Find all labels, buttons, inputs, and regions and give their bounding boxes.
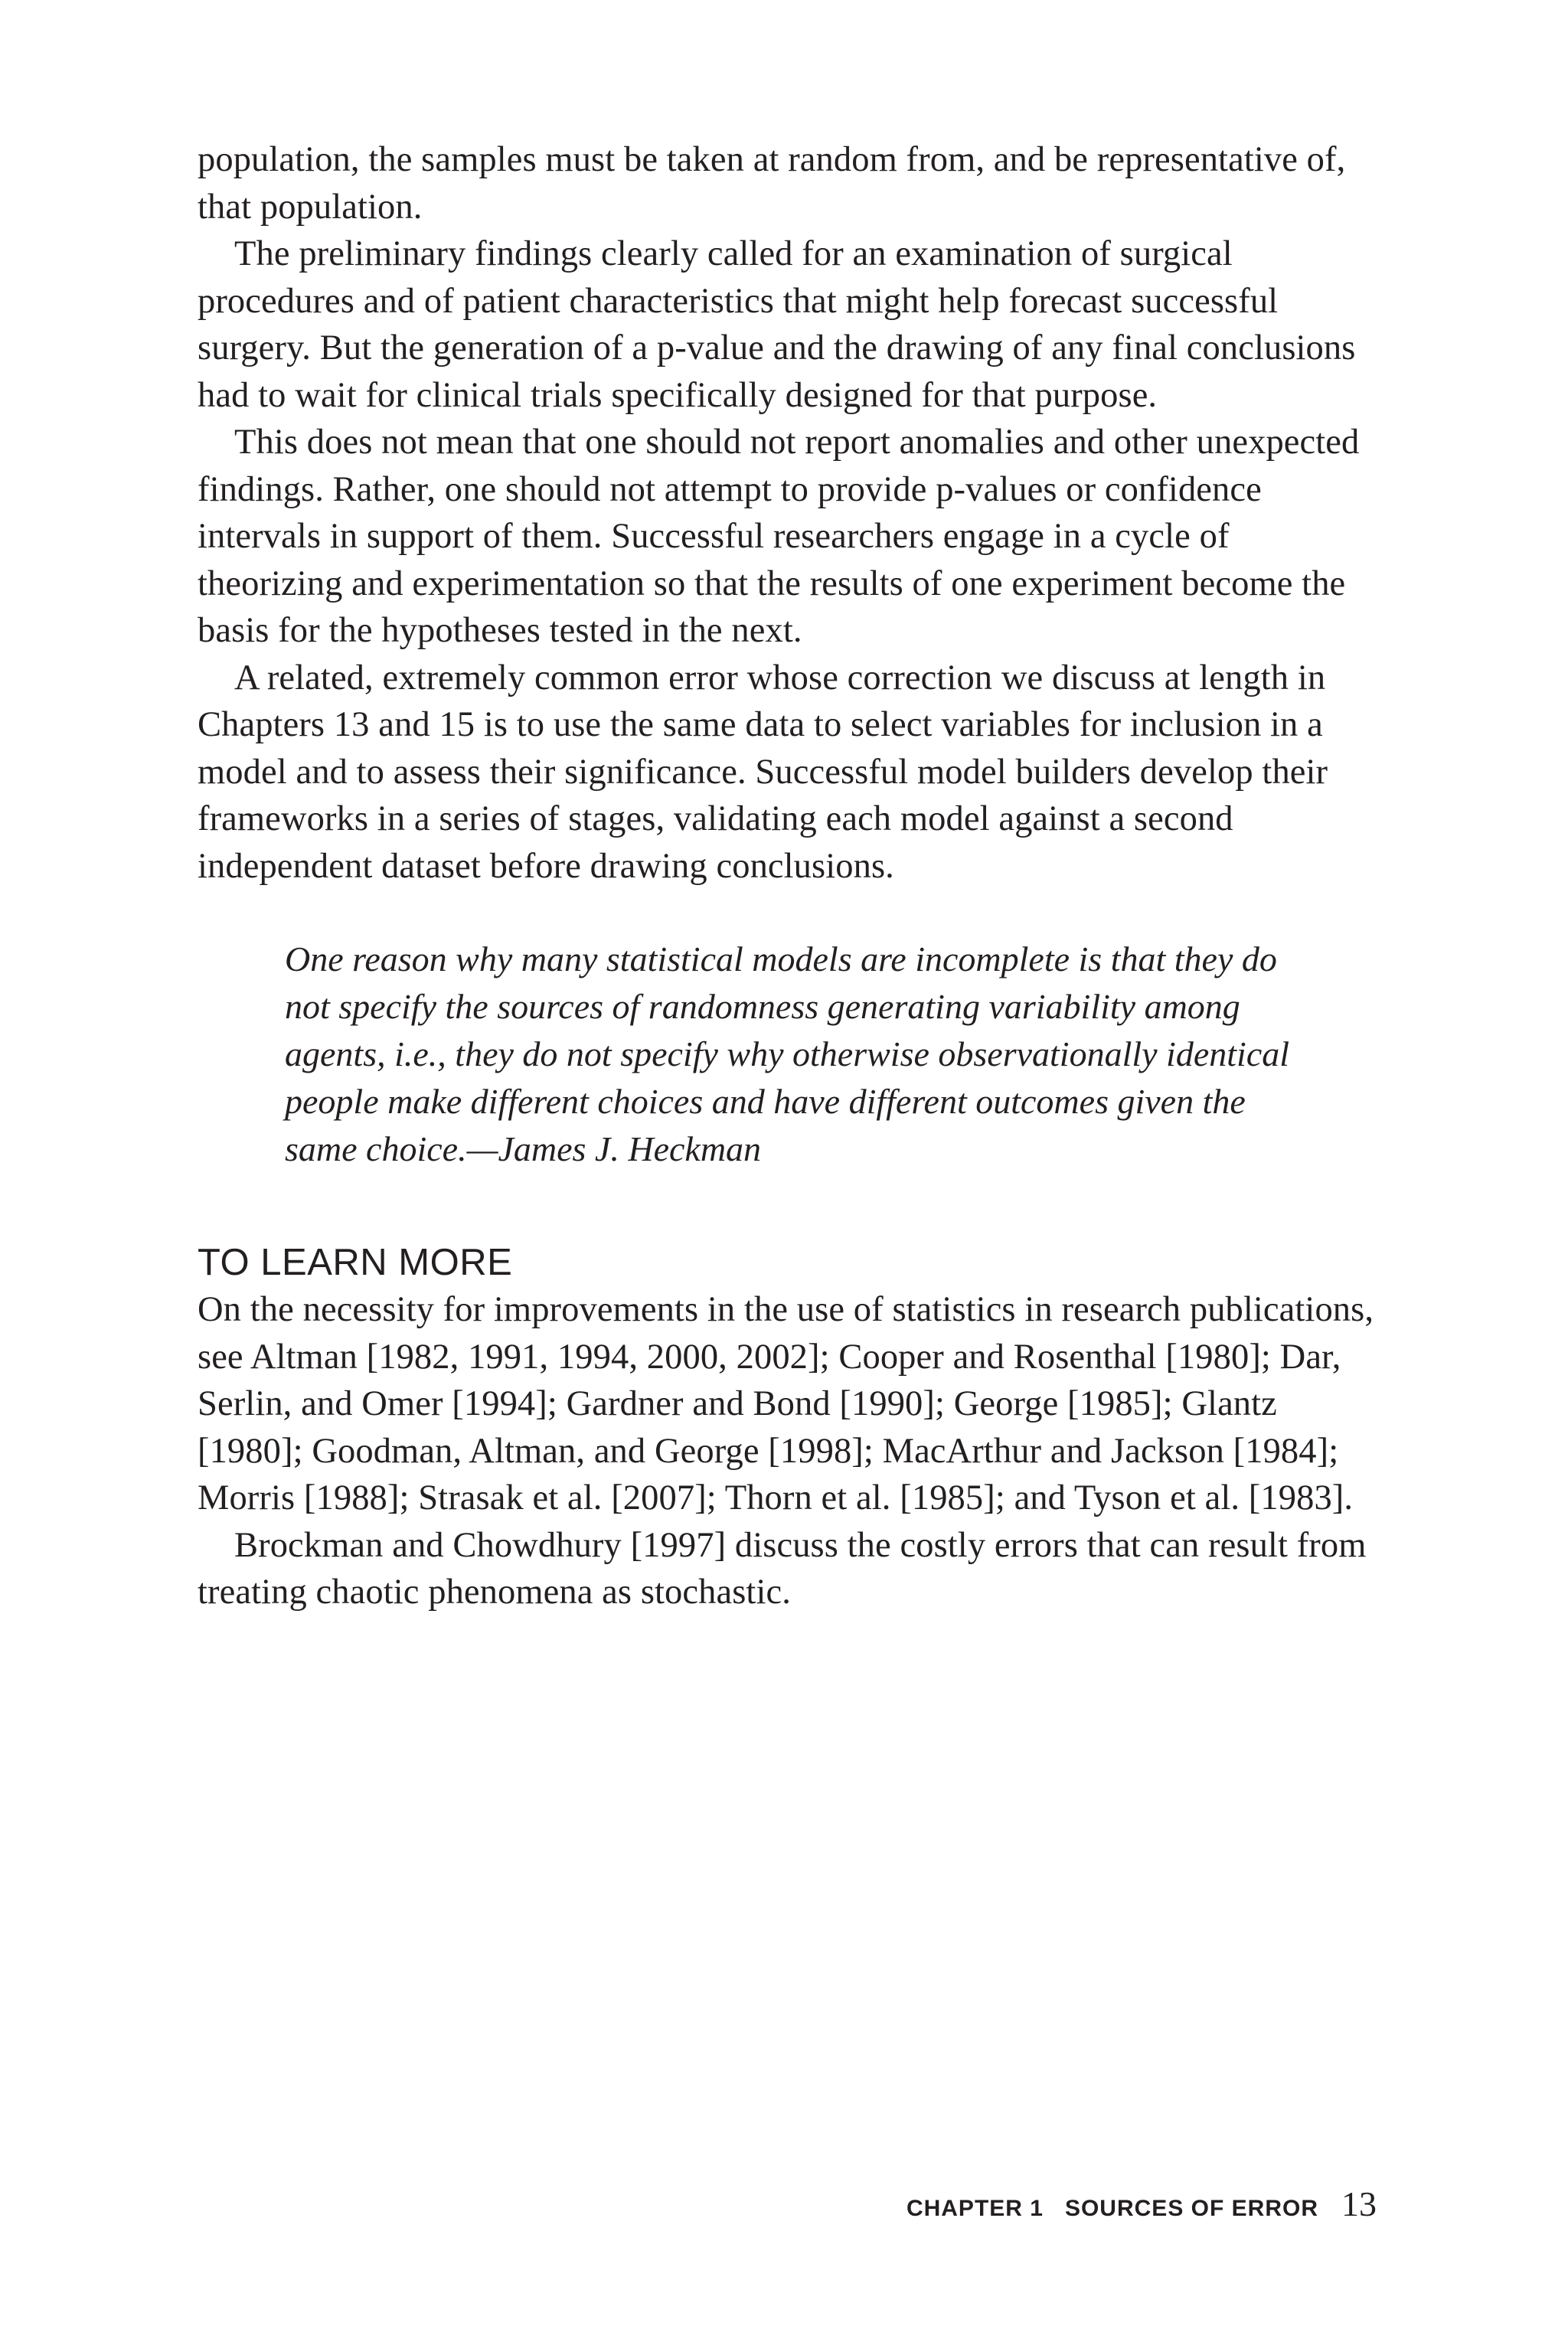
paragraph-related-error: A related, extremely common error whose correction we discuss at length in Chapters 13 and 15 is to use the same data to select variables for inclusion in a model and to assess their significance. Successful model builders develop their frameworks in a series of stages, validating each model against a second independent dataset before drawing conclusions. — [198, 658, 1328, 886]
paragraph-references: On the necessity for improvements in the use of statistics in research publications, see Altman [1982, 1991, 1994, 2000, 2002]; Cooper and Rosenthal [1980]; Dar, Serlin, and Omer [1994]; Gardner and Bond [1990]; George [1985]; Glantz [1980]; Goodman, Altman, and George [1998]; MacArthur and Jackson [1984]; Morris [1988]; Strasak et al. [2007]; Thorn et al. [1985]; and Tyson et al. [1983]. — [198, 1290, 1374, 1517]
heckman-quote: One reason why many statistical models are incomplete is that they do not specify the sources of randomness generating variability among agents, i.e., they do not specify why otherwise observationally identical people make different choices and have different outcomes given the same choice.—James J. Heckman — [285, 939, 1290, 1168]
section-heading: TO LEARN MORE — [198, 1242, 513, 1283]
paragraph-preliminary-findings: The preliminary findings clearly called for an examination of surgical procedures and of patient characteristics that might help forecast successful surgery. But the generation of a p-value and the drawing of any final conclusions had to wait for clinical trials specifically designed for that purpose. — [198, 234, 1356, 415]
page-content — [198, 136, 1377, 1616]
running-head: CHAPTER 1 SOURCES OF ERROR — [906, 2196, 1318, 2221]
page-number: 13 — [1341, 2184, 1377, 2223]
paragraph-chaotic-phenomena: Brockman and Chowdhury [1997] discuss the costly errors that can result from treating chaotic phenomena as stochastic. — [198, 1525, 1367, 1612]
page-footer — [906, 2184, 1377, 2224]
paragraph-anomalies: This does not mean that one should not report anomalies and other unexpected findings. Rather, one should not attempt to provide p-values or confidence intervals in support of them. Successful researchers engage in a cycle of theorizing and experimentation so that the results of one experiment become the basis for the hypotheses tested in the next. — [198, 423, 1360, 650]
paragraph-continuation: population, the samples must be taken at random from, and be representative of, that population. — [198, 140, 1346, 227]
main-text — [198, 136, 1377, 890]
section-text — [198, 1286, 1377, 1616]
